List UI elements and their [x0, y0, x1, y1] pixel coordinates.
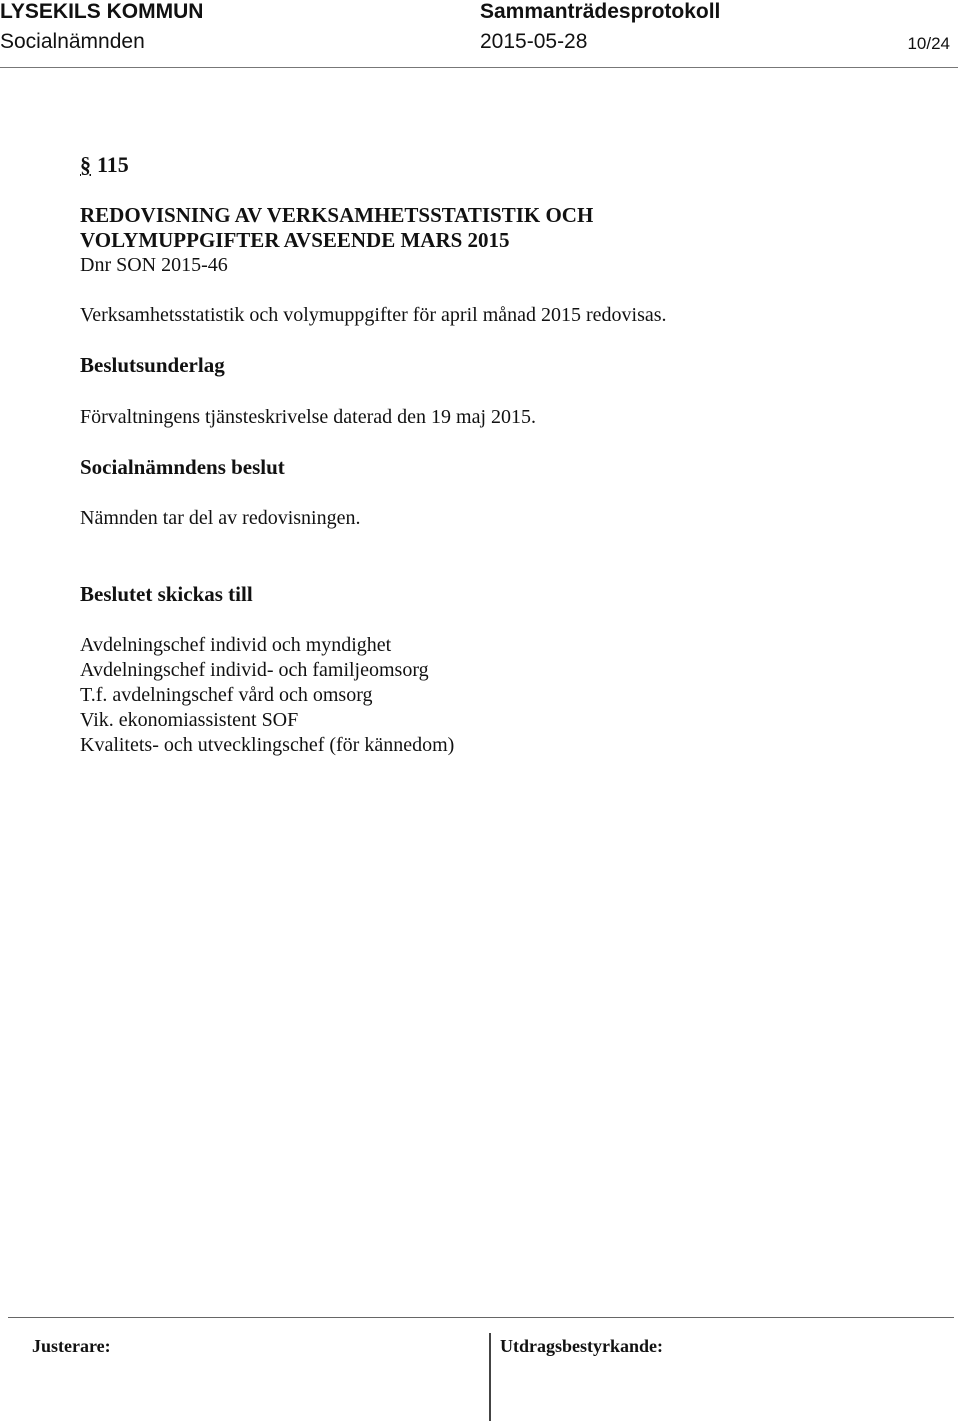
- justerare-label: Justerare:: [32, 1336, 111, 1356]
- recipients-heading: Beslutet skickas till: [80, 582, 253, 606]
- beslutsunderlag-heading: Beslutsunderlag: [80, 353, 225, 377]
- organization-name: LYSEKILS KOMMUN: [0, 0, 204, 23]
- meeting-date: 2015-05-28: [480, 30, 588, 53]
- recipient-item: Avdelningschef individ och myndighet: [80, 634, 392, 656]
- recipients-list: [80, 633, 940, 758]
- header-divider: [0, 67, 958, 68]
- section-title: [80, 203, 940, 253]
- footer-column-divider: [489, 1333, 491, 1421]
- section-title-line2: VOLYMUPPGIFTER AVSEENDE MARS 2015: [80, 228, 510, 252]
- recipient-item: Avdelningschef individ- och familjeomsorg: [80, 659, 429, 681]
- page-number: 10/24: [907, 34, 950, 53]
- recipient-item: Vik. ekonomiassistent SOF: [80, 709, 299, 731]
- document-type: Sammanträdesprotokoll: [480, 0, 721, 23]
- paragraph-symbol: §: [80, 152, 91, 177]
- beslut-text: Nämnden tar del av redovisningen.: [80, 507, 361, 529]
- dnr-reference: Dnr SON 2015-46: [80, 254, 228, 276]
- paragraph-number-value: 115: [97, 152, 129, 177]
- section-title-line1: REDOVISNING AV VERKSAMHETSSTATISTIK OCH: [80, 203, 594, 227]
- committee-name: Socialnämnden: [0, 30, 145, 53]
- page-header: [0, 0, 960, 72]
- protocol-section: [80, 152, 940, 758]
- beslutsunderlag-text: Förvaltningens tjänsteskrivelse daterad den 19 maj 2015.: [80, 406, 537, 428]
- utdragsbestyrkande-label: Utdragsbestyrkande:: [500, 1336, 664, 1356]
- recipient-item: Kvalitets- och utvecklingschef (för kännedom): [80, 734, 455, 756]
- footer-divider: [8, 1317, 954, 1318]
- beslut-heading: Socialnämndens beslut: [80, 455, 285, 479]
- paragraph-number: [80, 152, 940, 178]
- recipient-item: T.f. avdelningschef vård och omsorg: [80, 684, 373, 706]
- intro-text: Verksamhetsstatistik och volymuppgifter för april månad 2015 redovisas.: [80, 304, 667, 326]
